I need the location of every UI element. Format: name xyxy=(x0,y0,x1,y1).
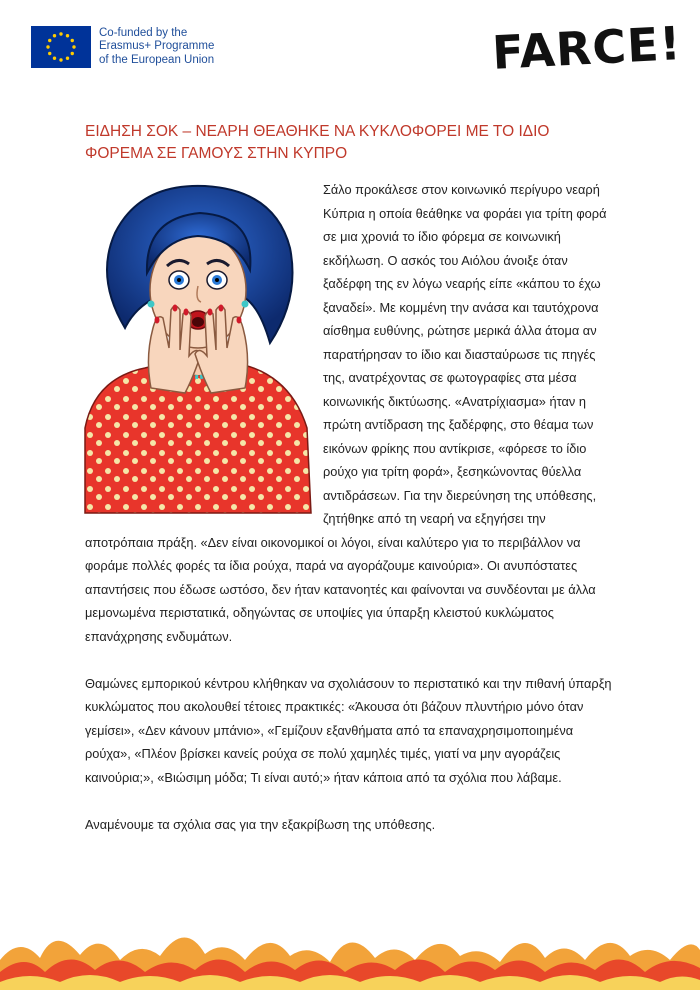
eu-logo-line-3: of the European Union xyxy=(99,53,215,66)
eu-star-icon xyxy=(66,57,69,60)
eu-star-icon xyxy=(59,58,62,61)
article-body xyxy=(85,178,615,836)
eu-star-icon xyxy=(72,45,75,48)
farce-logo xyxy=(490,12,683,83)
shocked-woman-illustration xyxy=(85,178,311,513)
eu-erasmus-logo xyxy=(31,26,214,68)
farce-logo-text: FARCE! xyxy=(490,16,683,80)
eu-logo-line-1: Co-funded by the xyxy=(99,26,188,39)
eu-star-icon xyxy=(53,57,56,60)
eu-star-icon xyxy=(48,52,51,55)
article-title-line-2: ΦΟΡΕΜΑ ΣΕ ΓΑΜΟΥΣ ΣΤΗΝ ΚΥΠΡΟ xyxy=(85,145,348,162)
eu-star-icon xyxy=(46,45,49,48)
shocked-woman-icon xyxy=(85,178,311,513)
page-header xyxy=(0,0,700,100)
eu-flag-icon xyxy=(31,26,91,68)
eu-logo-text xyxy=(99,27,214,68)
eu-star-icon xyxy=(71,39,74,42)
article-paragraph-3: Αναμένουμε τα σχόλια σας για την εξακρίβωση της υπόθεσης. xyxy=(85,816,436,832)
article-title-line-1: ΕΙΔΗΣΗ ΣΟΚ – ΝΕΑΡΗ ΘΕΑΘΗΚΕ ΝΑ ΚΥΚΛΟΦΟΡΕΙ ΜΕ ΤΟ ΙΔΙΟ xyxy=(85,123,550,140)
eu-star-icon xyxy=(48,39,51,42)
article-title xyxy=(85,121,605,165)
article-paragraph-1: Σάλο προκάλεσε στον κοινωνικό περίγυρο νεαρή Κύπρια η οποία θεάθηκε να φοράει για τρίτη φορά σε μια χρονιά το ίδιο φόρεμα σε κοινωνική εκδήλωση. Ο ασκός του Αιόλου άνοιξε όταν ξαδέρφη της εν λόγω νεαρής είπε «κάπου το έχω ξαναδεί». Με κομμένη την ανάσα και ταυτόχρονα αίσθημα ευθύνης, ρώτησε μερικά άλλα άτομα αν παρατήρησαν το ίδιο και διασταύρωσε τις πηγές της, ανατρέχοντας σε φωτογραφίες στα μέσα κοινωνικής δικτύωσης. «Ανατρίχιασμα» ήταν η πρώτη αντίδραση της ξαδέρφης, στο θέαμα των εικόνων φρίκης που αντίκρισε, «φόρεσε το ίδιο ρούχο για τρίτη φορά», ξεσηκώνοντας θύελλα αντιδράσεων. Για την διερεύνηση της υπόθεσης, ζητήθηκε από τη νεαρή να εξηγήσει την αποτρόπαια πράξη. «Δεν είναι οικονομικοί οι λόγοι, είναι καλύτερο για το περιβάλλον να φοράμε πολλές φορές τα ίδια ρούχα, παρά να αγοράζουμε καινούρια». Οι ανυπόστατες απαντήσεις που έδωσε ωστόσο, δεν ήταν κατανοητές και φαίνονται να συνδέονται με άλλα μεμονωμένα περιστατικά, οδηγώντας σε υποψίες για ύπαρξη κλειστού κυκλώματος επανάχρησης ενδυμάτων. xyxy=(85,182,607,644)
article-paragraph-2: Θαμώνες εμπορικού κέντρου κλήθηκαν να σχολιάσουν το περιστατικό και την πιθανή ύπαρξη κυκλώματος που ακολουθεί τέτοιες πρακτικές: «Άκουσα ότι βάζουν πλυντήριο μόνο όταν γεμίσει», «Δεν κάνουν μπάνιο», «Γεμίζουν εξανθήματα από τα επαναχρησιμοποιημένα ρούχα», «Πλέον βρίσκει κανείς ρούχα σε πολύ χαμηλές τιμές, γιατί να μην αγοράζεις καινούρια;», «Βιώσιμη μόδα; Τι είναι αυτό;» ήταν κάποια από τα σχόλια που λάβαμε. xyxy=(85,675,612,785)
eu-star-icon xyxy=(66,34,69,37)
flames-decoration-icon xyxy=(0,920,700,990)
eu-star-icon xyxy=(59,32,62,35)
eu-star-icon xyxy=(71,52,74,55)
eu-star-icon xyxy=(53,34,56,37)
eu-logo-line-2: Erasmus+ Programme xyxy=(99,40,215,53)
